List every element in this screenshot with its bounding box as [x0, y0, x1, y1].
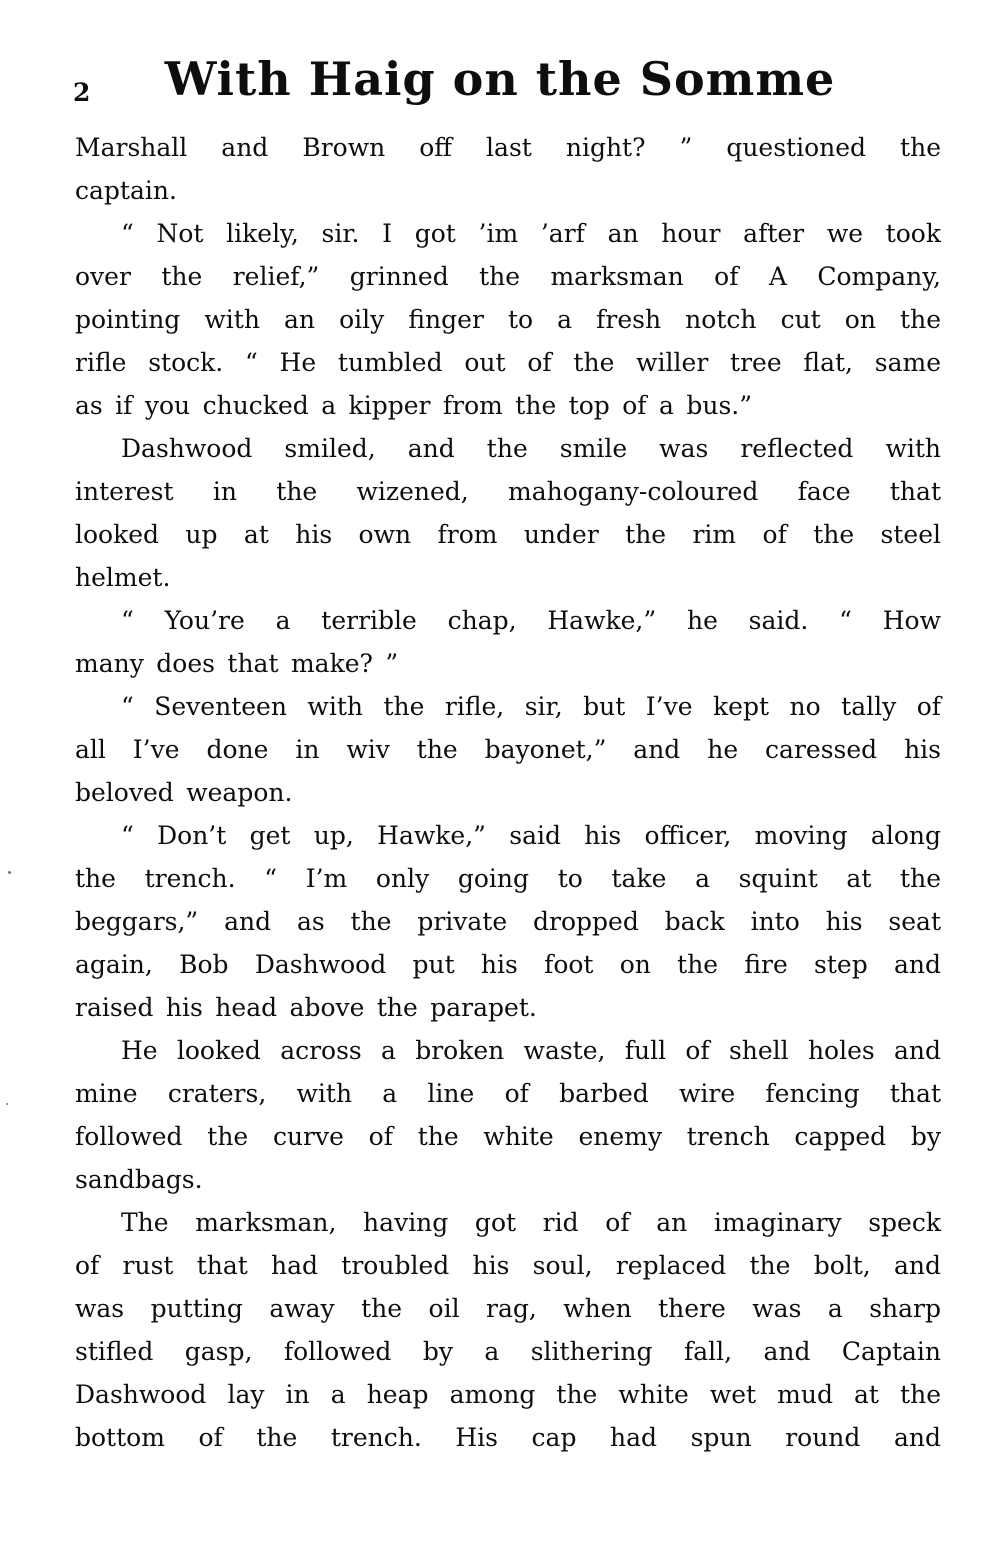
text-line: looked up at his own from under the rim of the steel — [75, 520, 941, 549]
text-line: mine craters, with a line of barbed wire fencing that — [75, 1079, 941, 1108]
paragraph — [75, 126, 941, 212]
text-line: He looked across a broken waste, full of shell holes and — [121, 1036, 941, 1065]
text-line: sandbags. — [75, 1165, 203, 1194]
paragraph — [75, 212, 941, 427]
text-line: again, Bob Dashwood put his foot on the fire step and — [75, 950, 941, 979]
text-line: raised his head above the parapet. — [75, 993, 537, 1022]
text-line: as if you chucked a kipper from the top of a bus.” — [75, 391, 753, 420]
page-title: With Haig on the Somme — [164, 52, 836, 106]
scan-speck — [8, 871, 11, 874]
text-line: many does that make? ” — [75, 649, 399, 678]
text-line: of rust that had troubled his soul, replaced the bolt, and — [75, 1251, 941, 1280]
text-line: the trench. “ I’m only going to take a squint at the — [75, 864, 941, 893]
text-line: beggars,” and as the private dropped back into his seat — [75, 907, 941, 936]
paragraph — [75, 685, 941, 814]
text-line: interest in the wizened, mahogany-coloured face that — [75, 477, 941, 506]
text-line: “ Seventeen with the rifle, sir, but I’ve kept no tally of — [121, 692, 941, 721]
text-line: followed the curve of the white enemy trench capped by — [75, 1122, 941, 1151]
paragraph — [75, 599, 941, 685]
text-line: rifle stock. “ He tumbled out of the willer tree flat, same — [75, 348, 941, 377]
text-line: all I’ve done in wiv the bayonet,” and he caressed his — [75, 735, 941, 764]
text-body — [75, 126, 941, 1459]
text-line: pointing with an oily finger to a fresh notch cut on the — [75, 305, 941, 334]
text-line: captain. — [75, 176, 177, 205]
text-line: Marshall and Brown off last night? ” questioned the — [75, 133, 941, 162]
scan-speck — [6, 1103, 8, 1105]
paragraph — [75, 1201, 941, 1459]
paragraph — [75, 1029, 941, 1201]
text-line: The marksman, having got rid of an imaginary speck — [121, 1208, 941, 1237]
page-number: 2 — [73, 78, 91, 107]
paragraph — [75, 814, 941, 1029]
text-line: beloved weapon. — [75, 778, 293, 807]
text-line: helmet. — [75, 563, 171, 592]
paragraph — [75, 427, 941, 599]
text-line: stifled gasp, followed by a slithering fall, and Captain — [75, 1337, 941, 1366]
text-line: “ You’re a terrible chap, Hawke,” he said. “ How — [121, 606, 941, 635]
text-line: bottom of the trench. His cap had spun round and — [75, 1423, 941, 1452]
text-line: was putting away the oil rag, when there was a sharp — [75, 1294, 941, 1323]
text-line: Dashwood smiled, and the smile was reflected with — [121, 434, 941, 463]
text-line: “ Not likely, sir. I got ’im ’arf an hour after we took — [121, 219, 941, 248]
text-line: over the relief,” grinned the marksman of A Company, — [75, 262, 941, 291]
text-line: “ Don’t get up, Hawke,” said his officer, moving along — [121, 821, 941, 850]
text-line: Dashwood lay in a heap among the white wet mud at the — [75, 1380, 941, 1409]
